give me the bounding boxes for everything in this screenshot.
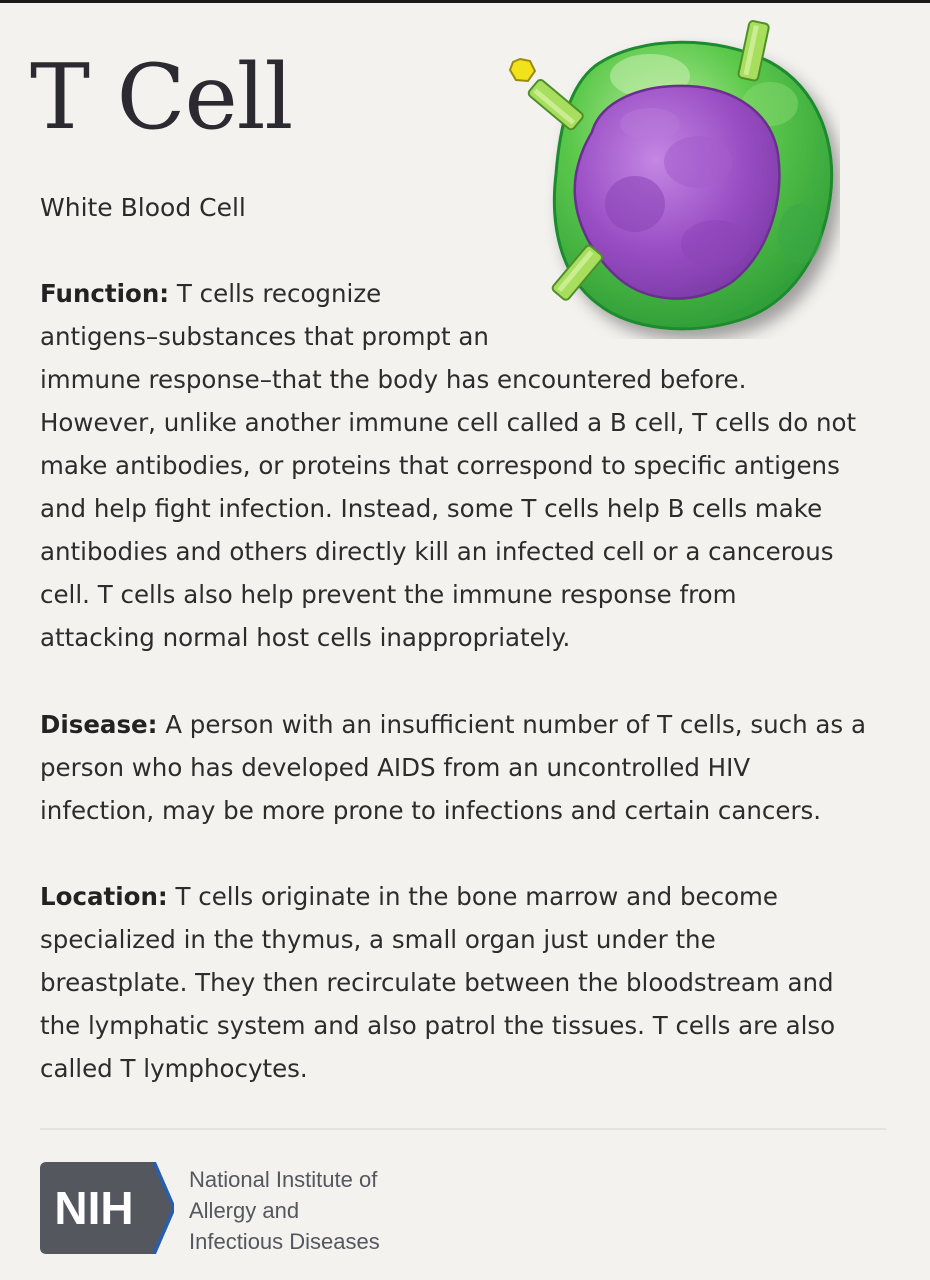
location-line: breastplate. They then recirculate between the bloodstream and [40,968,834,997]
function-line: cell. T cells also help prevent the immune response from [40,580,737,609]
location-line: specialized in the thymus, a small organ just under the [40,925,716,954]
disease-label: Disease: [40,710,158,739]
function-line: However, unlike another immune cell called a B cell, T cells do not [40,408,857,437]
function-line: T cells recognize [169,279,382,308]
page-title: T Cell [30,45,293,150]
disease-section [40,703,866,832]
function-line: antibodies and others directly kill an infected cell or a cancerous [40,537,834,566]
disease-line: A person with an insufficient number of T cells, such as a [157,710,866,739]
disease-line: person who has developed AIDS from an uncontrolled HIV [40,753,751,782]
disease-line: infection, may be more prone to infections and certain cancers. [40,796,822,825]
page-subtitle: White Blood Cell [40,193,246,222]
function-line: attacking normal host cells inappropriately. [40,623,571,652]
function-label: Function: [40,279,170,308]
institute-line: National Institute of [189,1167,378,1192]
location-line: T cells originate in the bone marrow and become [167,882,778,911]
function-line: and help fight infection. Instead, some T cells help B cells make [40,494,823,523]
function-line: make antibodies, or proteins that correspond to specific antigens [40,451,840,480]
location-line: the lymphatic system and also patrol the tissues. T cells are also [40,1011,836,1040]
location-section [40,875,835,1090]
top-rule [0,0,930,3]
antigen [510,59,535,81]
institute-name [189,1164,380,1257]
nih-logo [40,1162,174,1254]
institute-line: Infectious Diseases [189,1229,380,1254]
nih-logo-text: NIH [54,1182,134,1234]
location-label: Location: [40,882,168,911]
institute-line: Allergy and [189,1198,300,1223]
footer-divider [40,1128,886,1130]
function-section [40,272,856,659]
location-line: called T lymphocytes. [40,1054,308,1083]
function-line: immune response–that the body has encountered before. [40,365,747,394]
function-line: antigens–substances that prompt an [40,322,489,351]
